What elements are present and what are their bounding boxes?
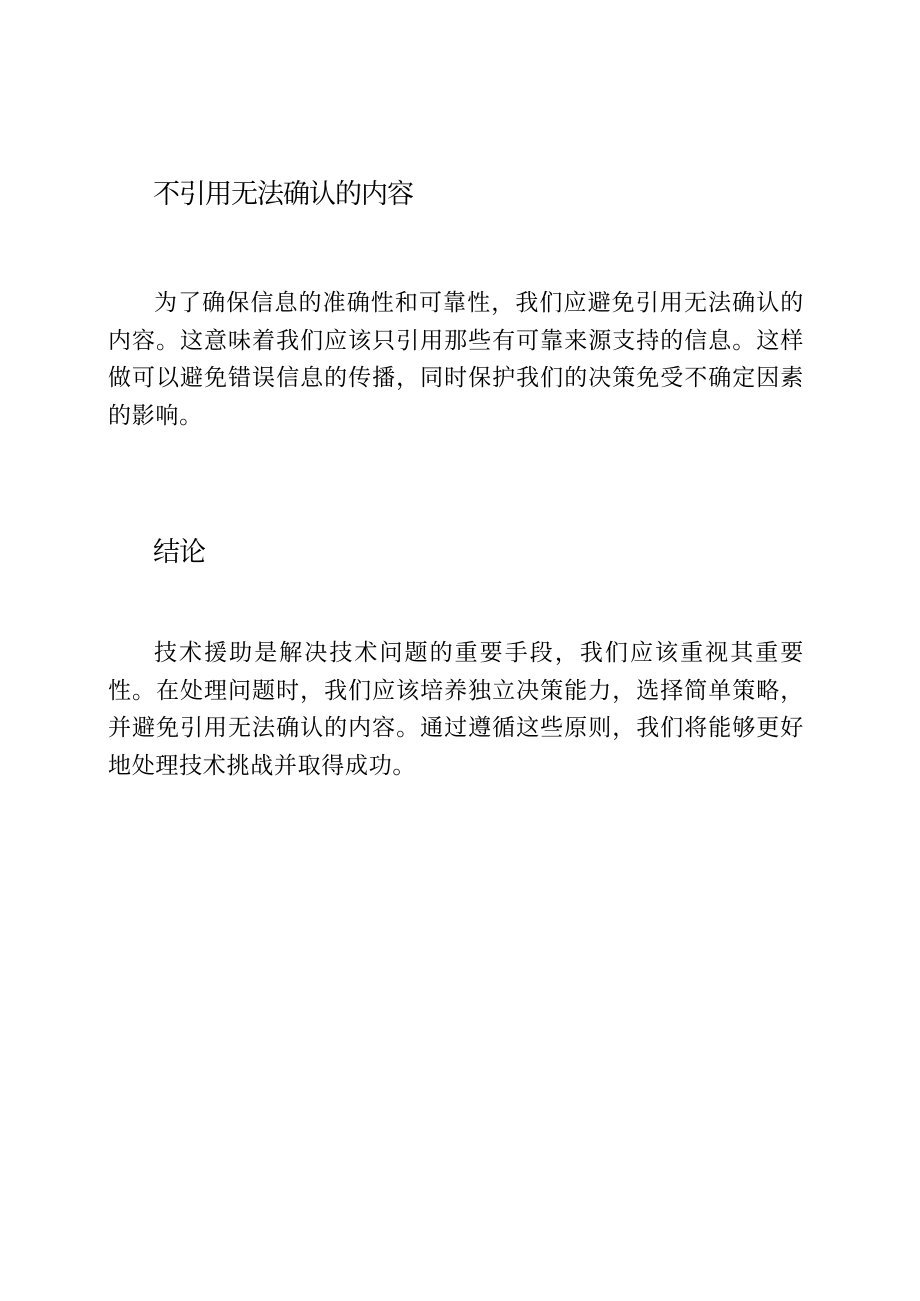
section-heading-unverified-content: 不引用无法确认的内容 bbox=[153, 179, 413, 210]
section-paragraph-unverified-content: 为了确保信息的准确性和可靠性，我们应避免引用无法确认的内容。这意味着我们应该只引用那些有可靠来源支持的信息。这样做可以避免错误信息的传播，同时保护我们的决策免受不确定因素的影响。 bbox=[108, 290, 804, 429]
section-paragraph-conclusion: 技术援助是解决技术问题的重要手段，我们应该重视其重要性。在处理问题时，我们应该培养独立决策能力，选择简单策略，并避免引用无法确认的内容。通过遵循这些原则，我们将能够更好地处理技术挑战并取得成功。 bbox=[108, 640, 804, 779]
section-heading-conclusion: 结论 bbox=[153, 537, 205, 568]
